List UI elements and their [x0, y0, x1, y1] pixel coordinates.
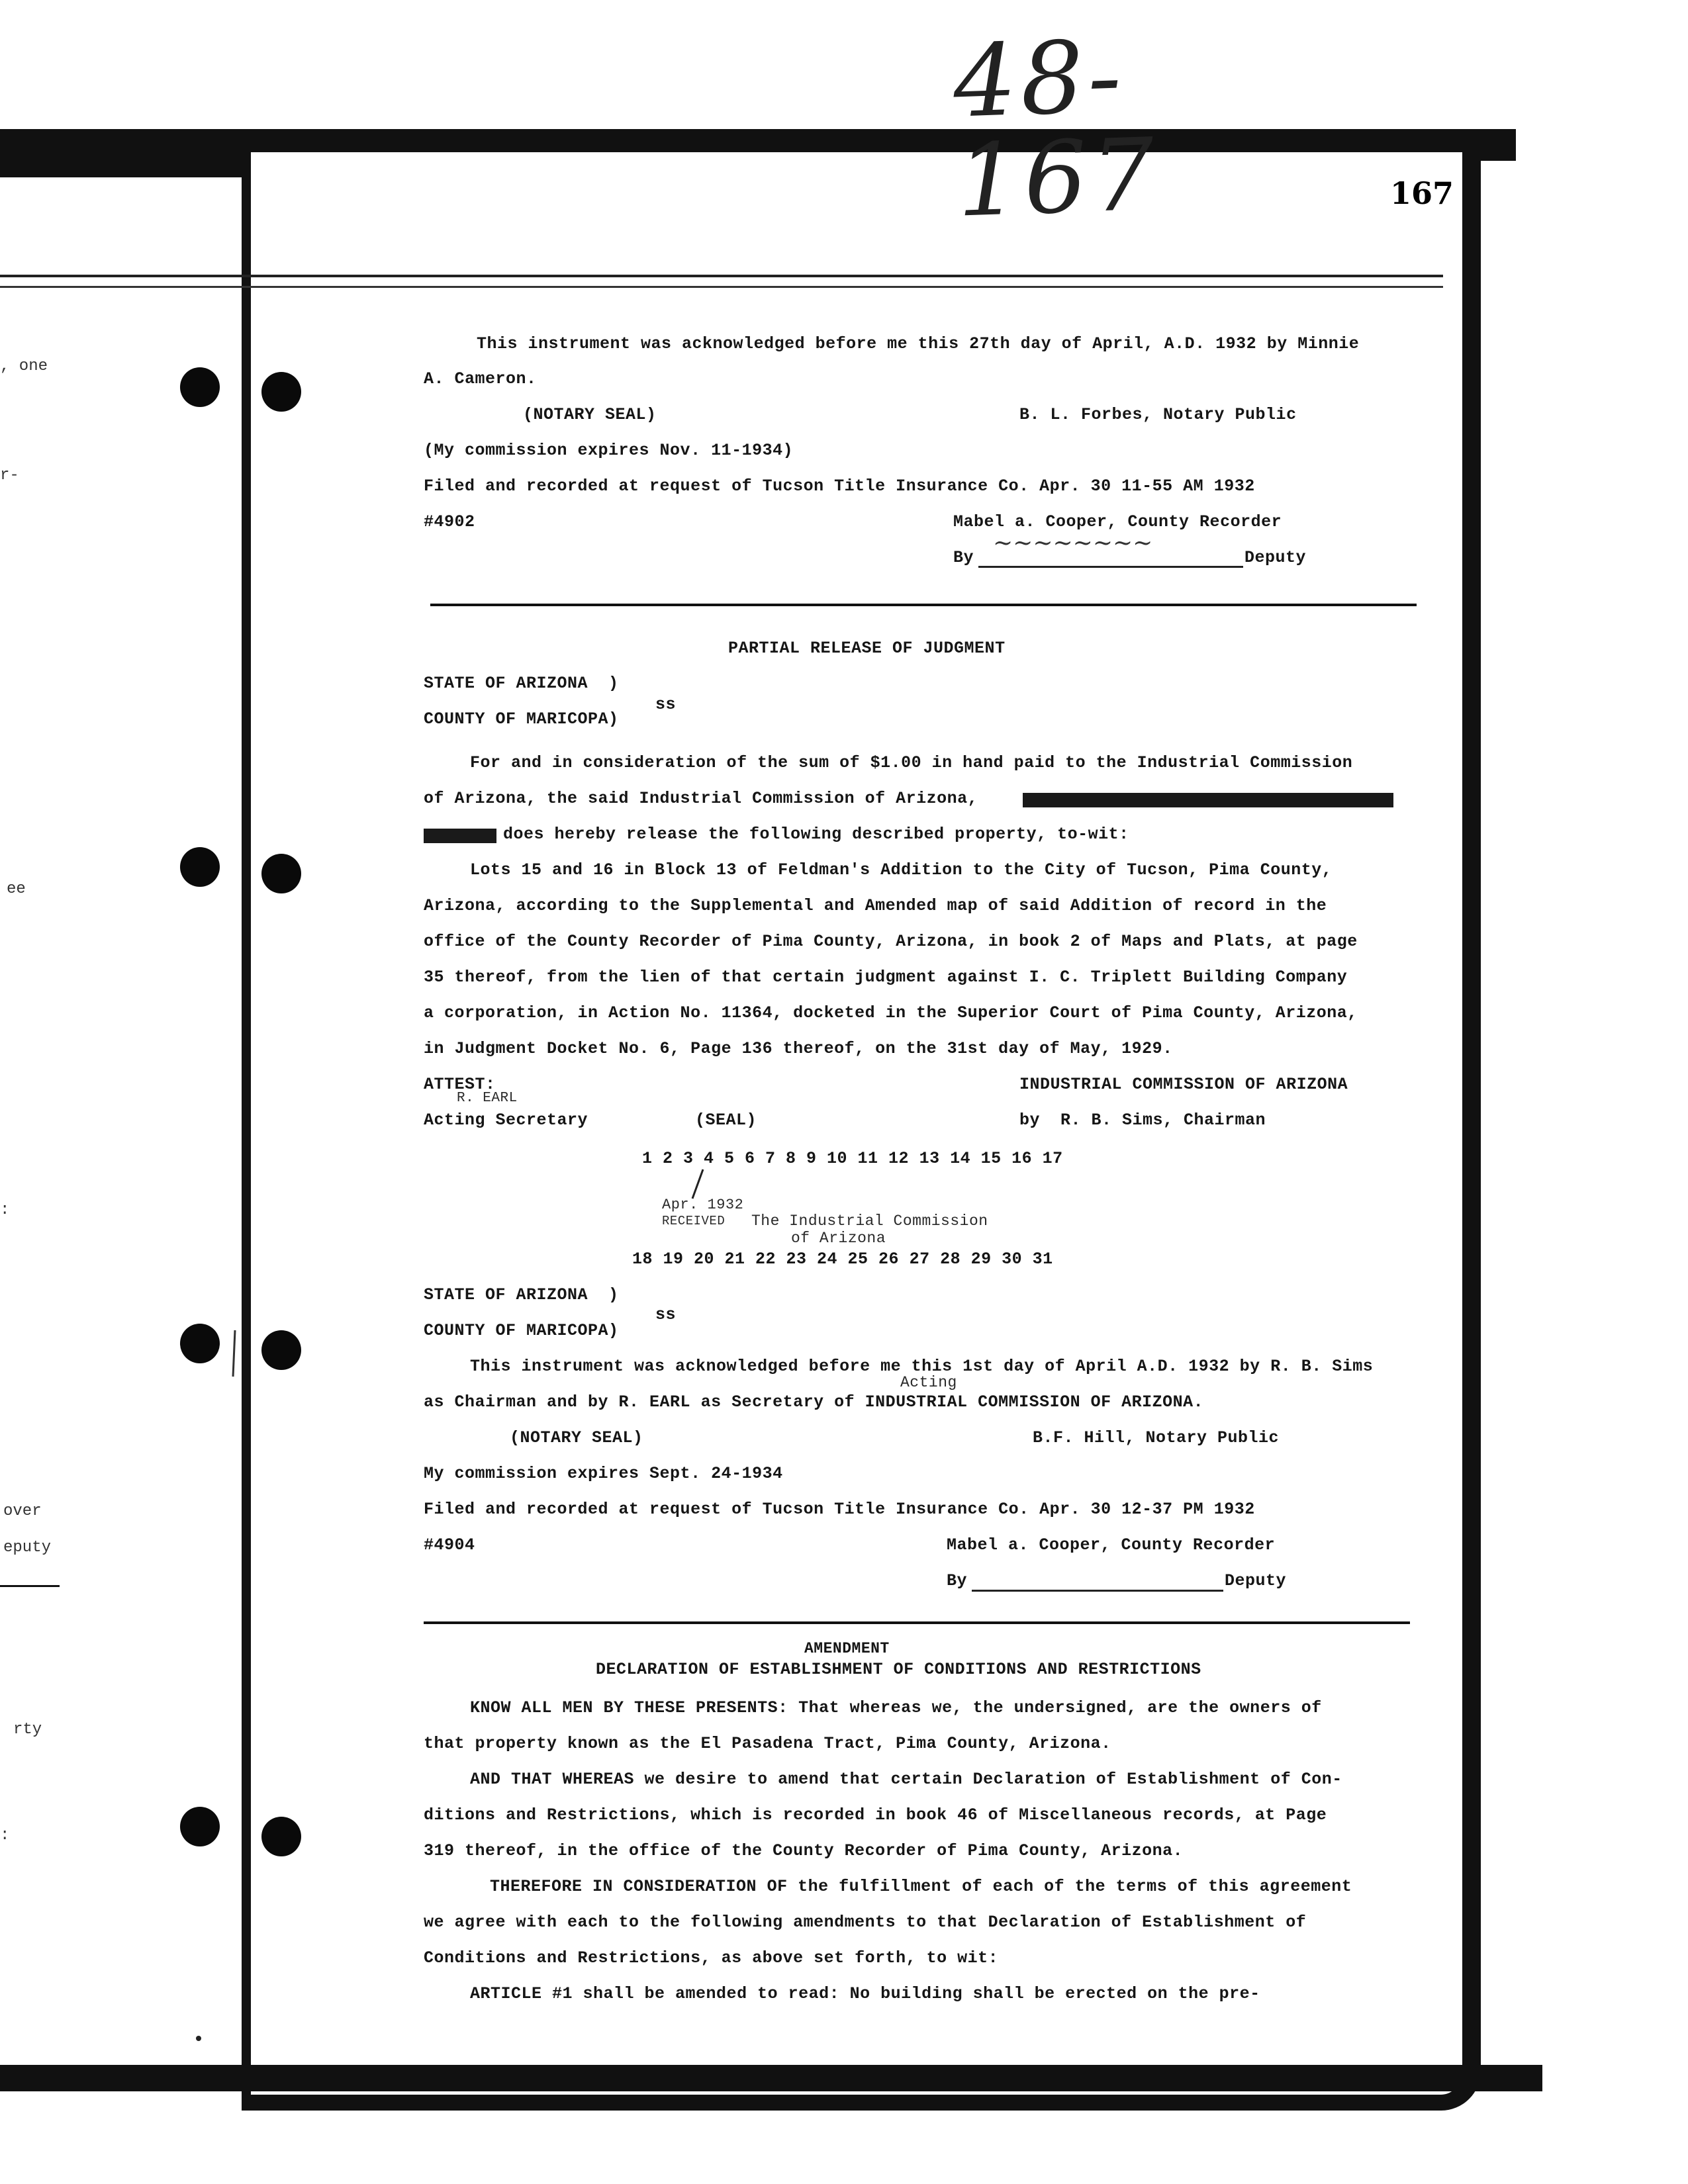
amendment-label: AMENDMENT — [804, 1640, 890, 1657]
acting-insert: Acting — [900, 1374, 957, 1391]
county-line: COUNTY OF MARICOPA) — [424, 709, 619, 729]
binder-hole — [261, 1330, 301, 1370]
county-line-2: COUNTY OF MARICOPA) — [424, 1321, 619, 1340]
margin-fragment: over — [3, 1502, 42, 1520]
deputy-label-2: Deputy — [1225, 1571, 1287, 1590]
chairman-signature: by R. B. Sims, Chairman — [1019, 1111, 1266, 1130]
attest-label: ATTEST: — [424, 1075, 496, 1094]
state-line: STATE OF ARIZONA ) — [424, 674, 619, 693]
page-number: 167 — [1390, 175, 1454, 211]
commission-name: INDUSTRIAL COMMISSION OF ARIZONA — [1019, 1075, 1348, 1094]
binder-hole — [261, 1817, 301, 1856]
notary-name: B. L. Forbes, Notary Public — [1019, 405, 1297, 424]
amend-para-7: we agree with each to the following amendments to that Declaration of Establishment of — [424, 1913, 1307, 1932]
binder-hole — [180, 1807, 220, 1846]
document-number-2: #4904 — [424, 1535, 475, 1555]
notary-name-2: B.F. Hill, Notary Public — [1033, 1428, 1280, 1447]
scan-border-bottom — [0, 2065, 1542, 2091]
notary-seal-label-2: (NOTARY SEAL) — [510, 1428, 643, 1447]
margin-fragment: , one — [0, 357, 48, 375]
stamp-day-row-1: 1 2 3 4 5 6 7 8 9 10 11 12 13 14 15 16 17 — [642, 1149, 1063, 1168]
seal-label: (SEAL) — [695, 1111, 757, 1130]
amend-para-2: that property known as the El Pasadena Tract, Pima County, Arizona. — [424, 1734, 1111, 1753]
commission-expiry-2: My commission expires Sept. 24-1934 — [424, 1464, 783, 1483]
binder-hole — [261, 372, 301, 412]
amend-para-3: AND THAT WHEREAS we desire to amend that certain Declaration of Establishment of Con- — [470, 1770, 1342, 1789]
ack-line-1: This instrument was acknowledged before me this 27th day of April, A.D. 1932 by Minnie — [477, 334, 1360, 353]
section-divider-2 — [424, 1621, 1410, 1624]
release-para-7: 35 thereof, from the lien of that certain judgment against I. C. Triplett Building Company — [424, 968, 1348, 987]
stamp-org-2: of Arizona — [791, 1230, 886, 1247]
release-para-8: a corporation, in Action No. 11364, docketed in the Superior Court of Pima County, Arizona, — [424, 1003, 1358, 1023]
declaration-title: DECLARATION OF ESTABLISHMENT OF CONDITIONS AND RESTRICTIONS — [596, 1660, 1201, 1679]
section-divider — [430, 604, 1417, 606]
document-number: #4902 — [424, 512, 475, 531]
by-label: By — [953, 548, 974, 567]
commission-expiry: (My commission expires Nov. 11-1934) — [424, 441, 794, 460]
binder-hole — [180, 1324, 220, 1363]
deputy-label: Deputy — [1244, 548, 1307, 567]
margin-fragment: ee — [7, 880, 26, 898]
county-recorder: Mabel a. Cooper, County Recorder — [953, 512, 1282, 531]
release-para-4: Lots 15 and 16 in Block 13 of Feldman's Addition to the City of Tucson, Pima County, — [470, 860, 1333, 880]
margin-fragment: rty — [13, 1721, 42, 1739]
stamp-day-row-2: 18 19 20 21 22 23 24 25 26 27 28 29 30 31 — [632, 1250, 1053, 1269]
strikethrough-text — [1023, 788, 1393, 814]
margin-fragment: r- — [0, 467, 19, 484]
margin-rule — [0, 1585, 60, 1587]
ack-line-2: A. Cameron. — [424, 369, 537, 388]
deputy-signature-line-2 — [972, 1590, 1223, 1592]
margin-fragment: : — [0, 1201, 10, 1219]
header-rule-secondary — [0, 286, 1443, 288]
amend-para-6: THEREFORE IN CONSIDERATION OF the fulfillment of each of the terms of this agreement — [490, 1877, 1352, 1896]
binder-hole — [261, 854, 301, 893]
amend-para-9: ARTICLE #1 shall be amended to read: No building shall be erected on the pre- — [470, 1984, 1260, 2003]
ss-label-2: ss — [655, 1305, 677, 1324]
release-para-6: office of the County Recorder of Pima County, Arizona, in book 2 of Maps and Plats, at page — [424, 932, 1358, 951]
amend-para-5: 319 thereof, in the office of the County Recorder of Pima County, Arizona. — [424, 1841, 1184, 1860]
binder-hole — [180, 847, 220, 887]
release-para-5: Arizona, according to the Supplemental and Amended map of said Addition of record in the — [424, 896, 1327, 915]
notary-seal-label: (NOTARY SEAL) — [523, 405, 657, 424]
header-rule — [0, 275, 1443, 277]
attest-name: R. EARL — [457, 1091, 518, 1106]
state-line-2: STATE OF ARIZONA ) — [424, 1285, 619, 1304]
release-title: PARTIAL RELEASE OF JUDGMENT — [728, 639, 1006, 658]
amend-para-4: ditions and Restrictions, which is recorded in book 46 of Miscellaneous records, at Page — [424, 1805, 1327, 1825]
ack2-line-1: This instrument was acknowledged before me this 1st day of April A.D. 1932 by R. B. Sims — [470, 1357, 1374, 1376]
binder-hole — [180, 367, 220, 407]
stamp-date: Apr. 1932 — [662, 1197, 744, 1213]
amend-para-8: Conditions and Restrictions, as above set forth, to wit: — [424, 1948, 999, 1968]
margin-fragment: : — [0, 1827, 10, 1844]
deputy-signature: ~~~~~~~~ — [993, 529, 1153, 557]
scan-border-top-left — [0, 159, 252, 177]
release-para-1: For and in consideration of the sum of $1.00 in hand paid to the Industrial Commission — [470, 753, 1353, 772]
release-para-2: of Arizona, the said Industrial Commission of Arizona, — [424, 789, 978, 808]
acting-secretary: Acting Secretary — [424, 1111, 588, 1130]
handwritten-record-number: 48-167 — [951, 19, 1160, 240]
filed-recorded: Filed and recorded at request of Tucson Title Insurance Co. Apr. 30 11-55 AM 1932 — [424, 477, 1255, 496]
deputy-signature-line — [978, 566, 1243, 568]
amend-para-1: KNOW ALL MEN BY THESE PRESENTS: That whereas we, the undersigned, are the owners of — [470, 1698, 1322, 1717]
county-recorder-2: Mabel a. Cooper, County Recorder — [947, 1535, 1276, 1555]
release-para-9: in Judgment Docket No. 6, Page 136 thereof, on the 31st day of May, 1929. — [424, 1039, 1173, 1058]
ss-label: ss — [655, 695, 677, 714]
ack2-line-2: as Chairman and by R. EARL as Secretary of INDUSTRIAL COMMISSION OF ARIZONA. — [424, 1392, 1204, 1412]
margin-fragment: eputy — [3, 1539, 52, 1557]
strikethrough-text — [424, 823, 503, 850]
filed-recorded-2: Filed and recorded at request of Tucson Title Insurance Co. Apr. 30 12-37 PM 1932 — [424, 1500, 1255, 1519]
stamp-received: RECEIVED — [662, 1214, 726, 1228]
release-para-3: does hereby release the following described property, to-wit: — [503, 825, 1129, 844]
stamp-org-1: The Industrial Commission — [751, 1212, 988, 1230]
by-label-2: By — [947, 1571, 968, 1590]
